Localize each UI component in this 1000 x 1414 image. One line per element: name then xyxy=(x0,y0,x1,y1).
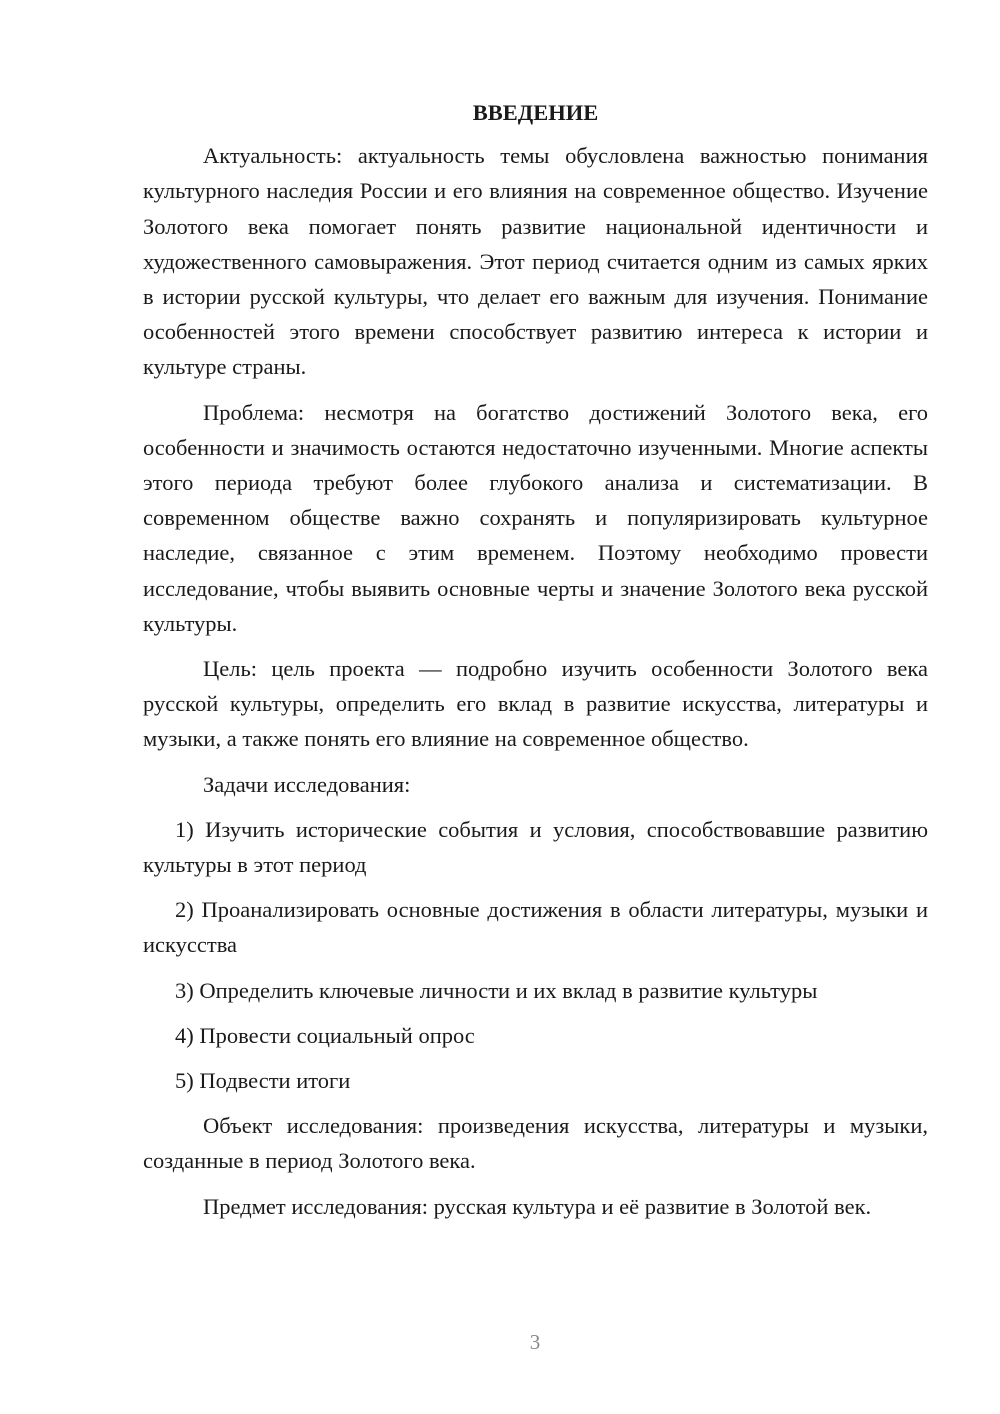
page-content xyxy=(143,95,928,1234)
relevance-paragraph: Актуальность: актуальность темы обусловлена важностью понимания культурного наследия России и его влияния на современное общество. Изучение Золотого века помогает понять развитие национальной идентичности и художественного самовыражения. Этот период считается одним из самых ярких в истории русской культуры, что делает его важным для изучения. Понимание особенностей этого времени способствует развитию интереса к истории и культуре страны. xyxy=(143,143,928,380)
section-heading: ВВЕДЕНИЕ xyxy=(472,100,599,125)
task-item: 2) Проанализировать основные достижения в области литературы, музыки и искусства xyxy=(143,897,928,958)
task-item: 5) Подвести итоги xyxy=(175,1068,351,1094)
goal-paragraph: Цель: цель проекта — подробно изучить особенности Золотого века русской культуры, определить его вклад в развитие искусства, литературы и музыки, а также понять его влияние на современное общество. xyxy=(143,656,928,752)
task-item: 3) Определить ключевые личности и их вклад в развитие культуры xyxy=(175,977,818,1003)
page-number: 3 xyxy=(529,1330,541,1354)
problem-paragraph: Проблема: несмотря на богатство достижений Золотого века, его особенности и значимость остаются недостаточно изученными. Многие аспекты этого периода требуют более глубокого анализа и систематизации. В современном обществе важно сохранять и популяризировать культурное наследие, связанное с этим временем. Поэтому необходимо провести исследование, чтобы выявить основные черты и значение Золотого века русской культуры. xyxy=(143,399,928,636)
task-item: 1) Изучить исторические события и условия, способствовавшие развитию культуры в этот период xyxy=(143,816,928,878)
tasks-list xyxy=(143,812,928,1098)
subject-paragraph: Предмет исследования: русская культура и её развитие в Золотой век. xyxy=(203,1193,872,1219)
task-item: 4) Провести социальный опрос xyxy=(175,1022,475,1048)
object-paragraph: Объект исследования: произведения искусства, литературы и музыки, созданные в период Золотого века. xyxy=(143,1113,928,1174)
tasks-label: Задачи исследования: xyxy=(203,771,411,797)
